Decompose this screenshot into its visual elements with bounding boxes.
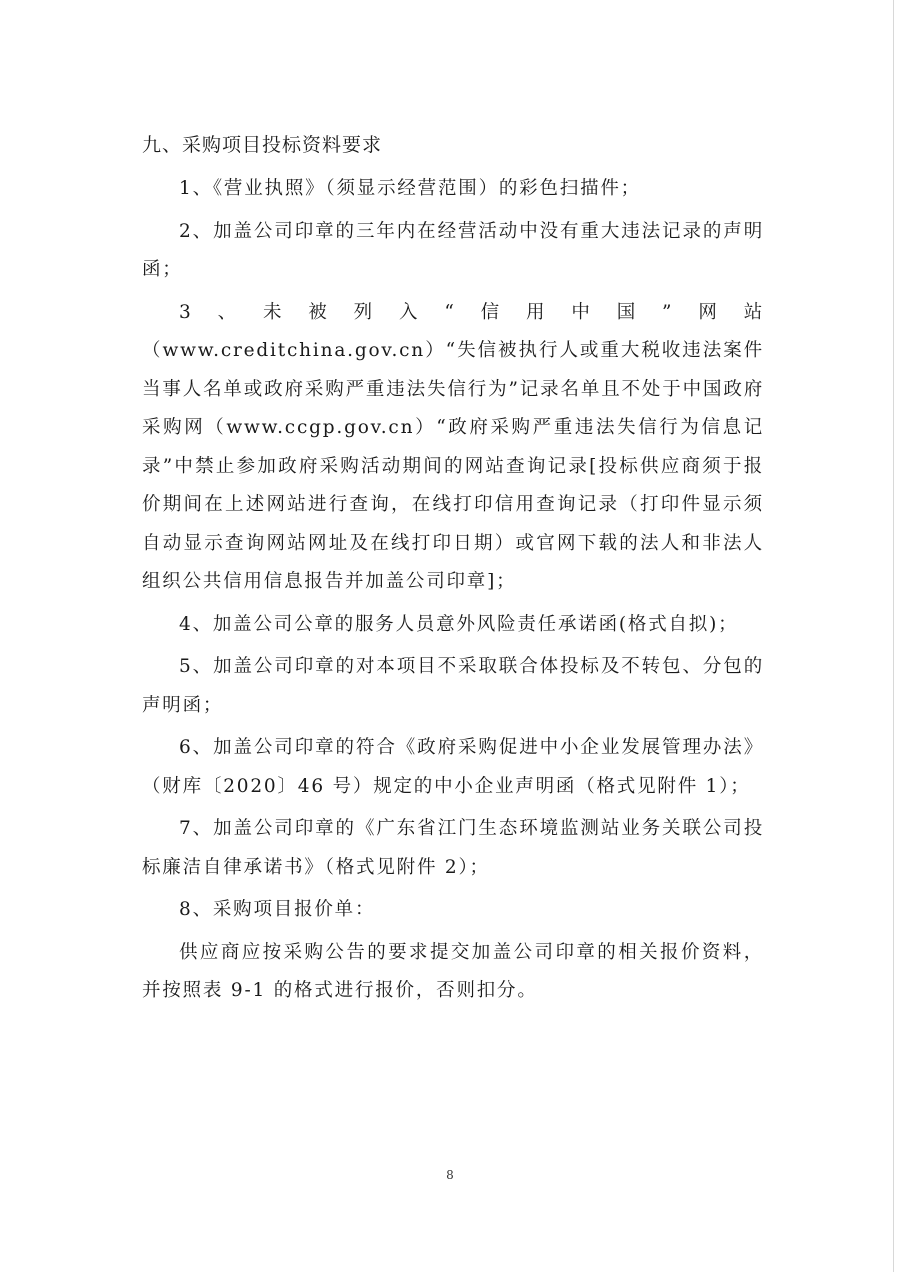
- requirement-item-1: 1、《营业执照》（须显示经营范围）的彩色扫描件；: [179, 178, 641, 199]
- requirement-item-8: 8、采购项目报价单：: [179, 899, 376, 920]
- requirement-item-4: 4、加盖公司公章的服务人员意外风险责任承诺函(格式自拟)；: [179, 613, 739, 635]
- section-heading: 九、采购项目投标资料要求: [142, 134, 383, 156]
- scan-edge-line: [893, 0, 894, 1272]
- requirement-item-2: 2、加盖公司印章的三年内在经营活动中没有重大违法记录的声明函；: [142, 220, 764, 280]
- requirement-item-5: 5、加盖公司印章的对本项目不采取联合体投标及不转包、分包的声明函；: [142, 656, 764, 716]
- requirement-item-7: 7、加盖公司印章的《广东省江门生态环境监测站业务关联公司投标廉洁自律承诺书》（格式见附件 2）；: [142, 818, 764, 878]
- requirement-item-3: 3、未被列入“信用中国”网站（www.creditchina.gov.cn）“失信被执行人或重大税收违法案件当事人名单或政府采购严重违法失信行为”记录名单且不处于中国政府采购网（www.ccgp.gov.cn）“政府采购严重违法失信行为信息记录”中禁止参加政府采购活动期间的网站查询记录[投标供应商须于报价期间在上述网站进行查询，在线打印信用查询记录（打印件显示须自动显示查询网站网址及在线打印日期）或官网下载的法人和非法人组织公共信用信息报告并加盖公司印章]；: [142, 301, 764, 592]
- page-number: 8: [446, 1168, 454, 1182]
- quotation-note: 供应商应按采购公告的要求提交加盖公司印章的相关报价资料，并按照表 9-1 的格式进行报价，否则扣分。: [142, 941, 764, 1001]
- document-body: [142, 128, 764, 1015]
- requirement-item-6: 6、加盖公司印章的符合《政府采购促进中小企业发展管理办法》（财库〔2020〕46 号）规定的中小企业声明函（格式见附件 1）；: [142, 737, 764, 797]
